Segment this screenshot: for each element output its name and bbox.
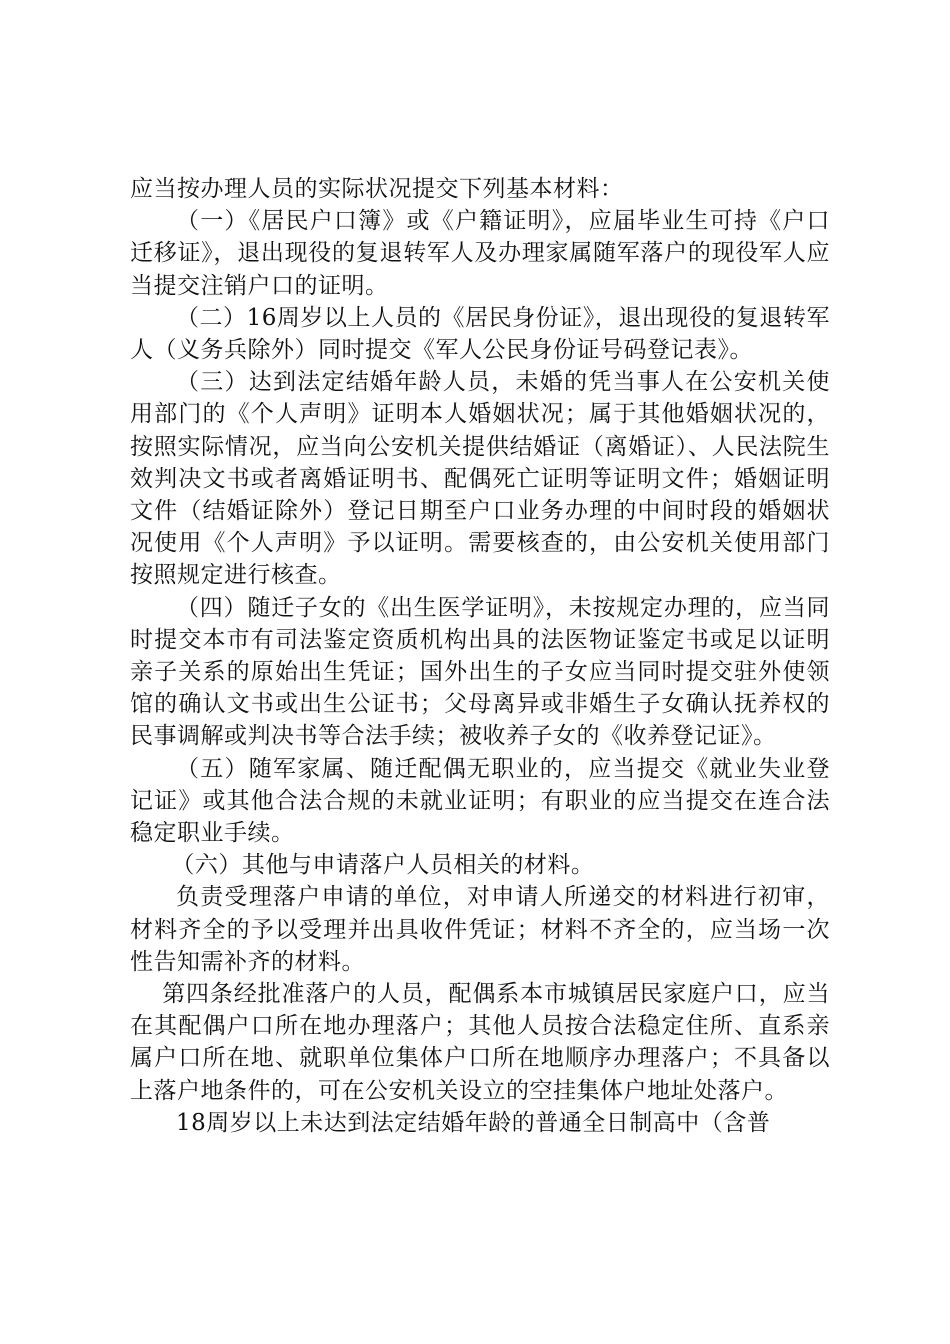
paragraph-item-2: （二）16周岁以上人员的《居民身份证》，退出现役的复退转军人（义务兵除外）同时提交《军人公民身份证号码登记表》。	[130, 304, 830, 364]
paragraph-age-18: 18周岁以上未达到法定结婚年龄的普通全日制高中（含普	[176, 1109, 771, 1136]
paragraph-item-1: （一）《居民户口簿》或《户籍证明》，应届毕业生可持《户口迁移证》，退出现役的复退转军人及办理家属随军落户的现役军人应当提交注销户口的证明。	[130, 208, 830, 299]
paragraph-item-5: （五）随军家属、随迁配偶无职业的，应当提交《就业失业登记证》或其他合法合规的未就业证明；有职业的应当提交在连合法稳定职业手续。	[130, 755, 830, 847]
document-body	[130, 173, 830, 1139]
paragraph-intro: 应当按办理人员的实际状况提交下列基本材料：	[130, 176, 624, 202]
paragraph-acceptance: 负责受理落户申请的单位，对申请人所递交的材料进行初审，材料齐全的予以受理并出具收件凭证；材料不齐全的，应当场一次性告知需补齐的材料。	[130, 884, 830, 975]
paragraph-item-6: （六）其他与申请落户人员相关的材料。	[171, 852, 595, 879]
paragraph-item-4: （四）随迁子女的《出生医学证明》，未按规定办理的，应当同时提交本市有司法鉴定资质机构出具的法医物证鉴定书或足以证明亲子关系的原始出生凭证；国外出生的子女应当同时提交驻外使领馆的确认文书或出生公证书；父母离异或非婚生子女确认抚养权的民事调解或判决书等合法手续；被收养子女的《收养登记证》。	[130, 594, 830, 750]
paragraph-article-4: 第四条经批准落户的人员，配偶系本市城镇居民家庭户口，应当在其配偶户口所在地办理落户；其他人员按合法稳定住所、直系亲属户口所在地、就职单位集体户口所在地顺序办理落户；不具备以上落户地条件的，可在公安机关设立的空挂集体户地址处落户。	[130, 981, 830, 1104]
paragraph-item-3: （三）达到法定结婚年龄人员，未婚的凭当事人在公安机关使用部门的《个人声明》证明本人婚姻状况；属于其他婚姻状况的，按照实际情况，应当向公安机关提供结婚证（离婚证）、人民法院生效判决文书或者离婚证明书、配偶死亡证明等证明文件；婚姻证明文件（结婚证除外）登记日期至户口业务办理的中间时段的婚姻状况使用《个人声明》予以证明。需要核查的，由公安机关使用部门按照规定进行核查。	[130, 369, 830, 589]
